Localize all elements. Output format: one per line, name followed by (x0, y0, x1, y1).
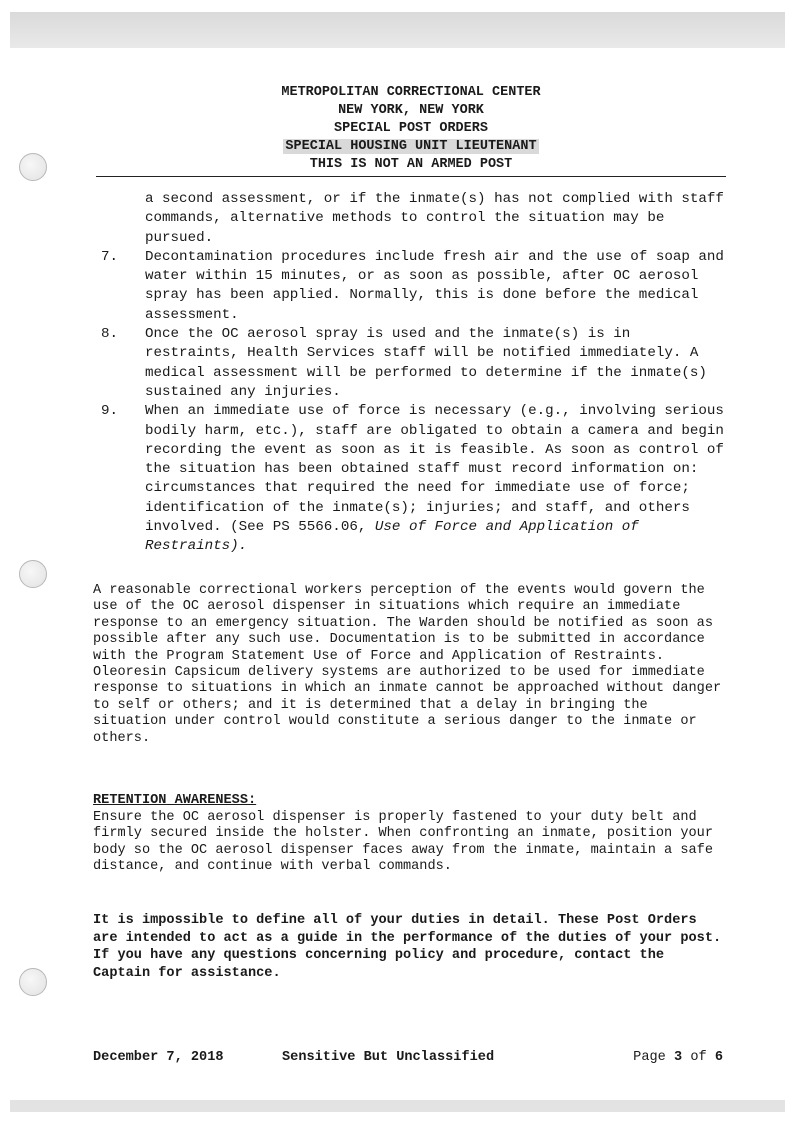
policy-citation: Use of Force and Application of Restraints). (145, 519, 639, 555)
header-post-title: SPECIAL HOUSING UNIT LIEUTENANT (285, 139, 537, 154)
footer-page-number: Page 3 of 6 (633, 1050, 723, 1065)
item-text: When an immediate use of force is necessary (e.g., involving serious bodily harm, etc.), staff are obligated to obtain a camera and begin recording the event as soon as it is feasible. As soon as control of the situation has been obtained staff must record information on: circumstances that required the need for immediate use of force; identification of the inmate(s); injuries; and staff, and others involved. (See PS 5566.06, (145, 403, 724, 536)
list-item (96, 325, 731, 402)
item-number: 8. (101, 326, 119, 343)
retention-paragraph: Ensure the OC aerosol dispenser is properly fastened to your duty belt and firmly secured inside the holster. When confronting an inmate, position your body so the OC aerosol dispenser faces away from the inmate, maintain a safe distance, and continue with verbal commands. (93, 810, 713, 875)
binder-hole-bottom (19, 968, 47, 996)
scan-edge-bottom (10, 1100, 785, 1112)
footer-date: December 7, 2018 (93, 1050, 224, 1065)
header-institution: METROPOLITAN CORRECTIONAL CENTER (281, 85, 541, 100)
header-doc-type: SPECIAL POST ORDERS (334, 121, 488, 136)
list-item (96, 402, 731, 556)
oc-dispenser-paragraph: A reasonable correctional workers perception of the events would govern the use of the OC aerosol dispenser in situations which require an immediate response to an emergency situation. The Warden should be notified as soon as possible after any such use. Documentation is to be submitted in accordance with the Program Statement Use of Force and Application of Restraints. Oleoresin Capsicum delivery systems are authorized to be used for immediate response to situations in which an inmate cannot be approached without danger to self or others; and it is determined that a delay in bringing the situation under control would constitute a serious danger to the inmate or others. (93, 583, 722, 746)
scan-edge-top (10, 12, 785, 48)
list-item (96, 190, 731, 248)
numbered-procedures (96, 190, 731, 557)
header-armed-status: THIS IS NOT AN ARMED POST (309, 157, 513, 172)
header-divider (96, 176, 726, 177)
binder-hole-top (19, 153, 47, 181)
header-location: NEW YORK, NEW YORK (338, 103, 484, 118)
footer-classification: Sensitive But Unclassified (282, 1050, 495, 1065)
binder-hole-middle (19, 560, 47, 588)
item-number: 7. (101, 248, 119, 265)
list-item (96, 248, 731, 325)
item-number: 9. (101, 403, 119, 420)
retention-heading: RETENTION AWARENESS: (93, 793, 257, 808)
continuation-text: a second assessment, or if the inmate(s) has not complied with staff commands, alternative methods to control the situation may be pursued. (145, 191, 724, 246)
item-text: Once the OC aerosol spray is used and the inmate(s) is in restraints, Health Services staff will be notified immediately. A medical assessment will be performed to determine if the inmate(s) sustained any injuries. (145, 326, 707, 400)
item-text: Decontamination procedures include fresh air and the use of soap and water within 15 minutes, or as soon as possible, after OC aerosol spray has been applied. Normally, this is done before the medical assessment. (145, 248, 724, 323)
closing-statement: It is impossible to define all of your duties in detail. These Post Orders are intended to act as a guide in the performance of the duties of your post. If you have any questions concerning policy and procedure, contact the Captain for assistance. (93, 913, 722, 981)
document-header (96, 84, 726, 174)
